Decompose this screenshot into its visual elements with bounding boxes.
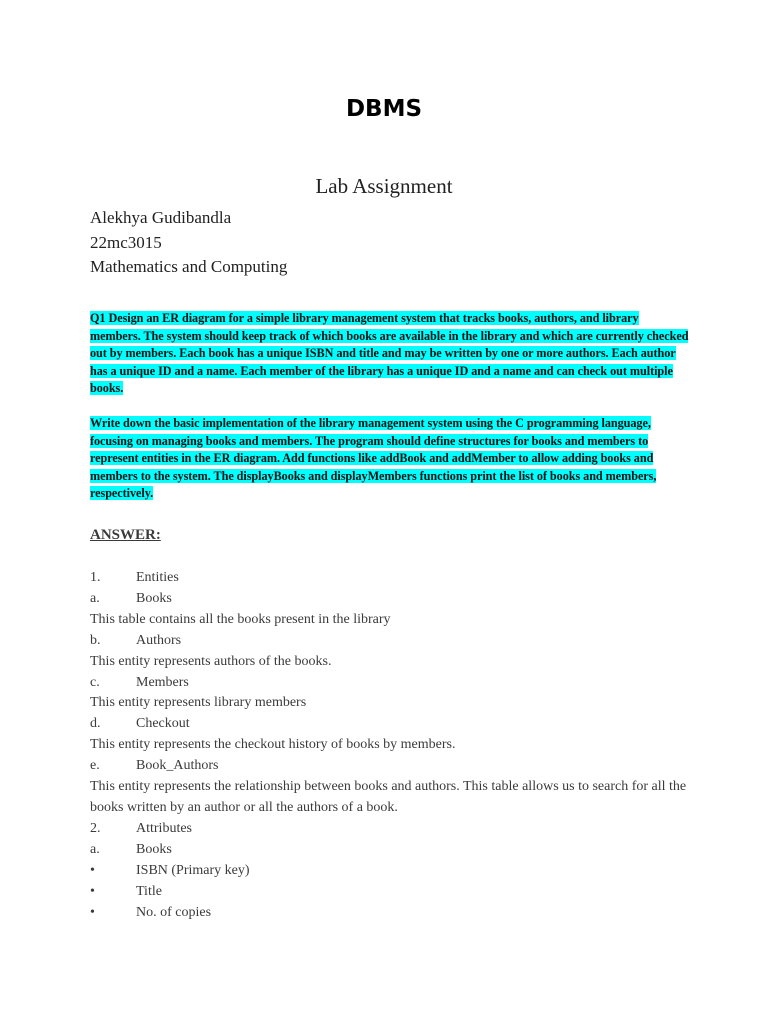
list-marker: b. <box>90 632 101 648</box>
doc-title: DBMS <box>345 96 423 122</box>
list-description: This entity represents the relationship between books and authors. This table allows us to search for all the books written by an author or all the authors of a book. <box>90 779 687 815</box>
list-description: This table contains all the books present in the library <box>90 611 391 627</box>
list-item <box>90 882 690 903</box>
list-description: This entity represents authors of the books. <box>90 653 332 669</box>
list-marker: 2. <box>90 820 101 836</box>
list-text: Books <box>136 590 172 606</box>
list-marker: d. <box>90 716 101 732</box>
list-item <box>90 861 690 882</box>
list-text: Title <box>136 883 162 899</box>
list-marker: c. <box>90 674 100 690</box>
list-description: This entity represents the checkout history of books by members. <box>90 737 456 753</box>
list-text: Attributes <box>136 820 192 836</box>
author-roll: 22mc3015 <box>90 232 162 252</box>
list-text: Books <box>136 841 172 857</box>
list-item <box>90 589 690 610</box>
list-item <box>90 631 690 652</box>
answer-list <box>90 568 690 923</box>
list-marker: e. <box>90 758 100 774</box>
question-1-text: Q1 Design an ER diagram for a simple library management system that tracks books, authors, and library members. The system should keep track of which books are available in the library and which are currently checked out by members. Each book has a unique ISBN and title and may be written by one or more authors. Each author has a unique ID and a name. Each member of the library has a unique ID and a name and can check out multiple books. <box>90 311 689 395</box>
author-block <box>90 206 287 280</box>
list-marker: 1. <box>90 570 101 585</box>
list-text: Book_Authors <box>136 758 219 774</box>
question-1 <box>90 310 690 398</box>
answer-heading: ANSWER: <box>90 527 161 543</box>
list-marker: a. <box>90 841 100 857</box>
list-item <box>90 568 690 589</box>
list-text: Entities <box>136 570 179 585</box>
list-item <box>90 714 690 735</box>
author-name: Alekhya Gudibandla <box>90 208 232 227</box>
list-text: No. of copies <box>136 904 212 920</box>
list-item <box>90 840 690 861</box>
list-item <box>90 903 690 924</box>
list-item <box>90 673 690 694</box>
doc-subtitle: Lab Assignment <box>315 174 453 198</box>
list-text: Authors <box>136 632 182 648</box>
question-2 <box>90 415 690 503</box>
author-dept: Mathematics and Computing <box>90 257 288 276</box>
list-text: Checkout <box>136 716 190 732</box>
list-item <box>90 756 690 777</box>
bullet-icon: • <box>90 862 95 878</box>
list-text: Members <box>136 674 189 690</box>
list-text: ISBN (Primary key) <box>136 862 250 878</box>
list-item <box>90 819 690 840</box>
bullet-icon: • <box>90 904 95 920</box>
list-marker: a. <box>90 590 100 606</box>
question-2-text: Write down the basic implementation of the library management system using the C programming language, focusing on managing books and members. The program should define structures for books and members to represent entities in the ER diagram. Add functions like addBook and addMember to allow adding books and members to the system. The displayBooks and displayMembers functions print the list of books and members, respectively. <box>90 416 657 500</box>
bullet-icon: • <box>90 883 95 899</box>
list-description: This entity represents library members <box>90 695 307 711</box>
